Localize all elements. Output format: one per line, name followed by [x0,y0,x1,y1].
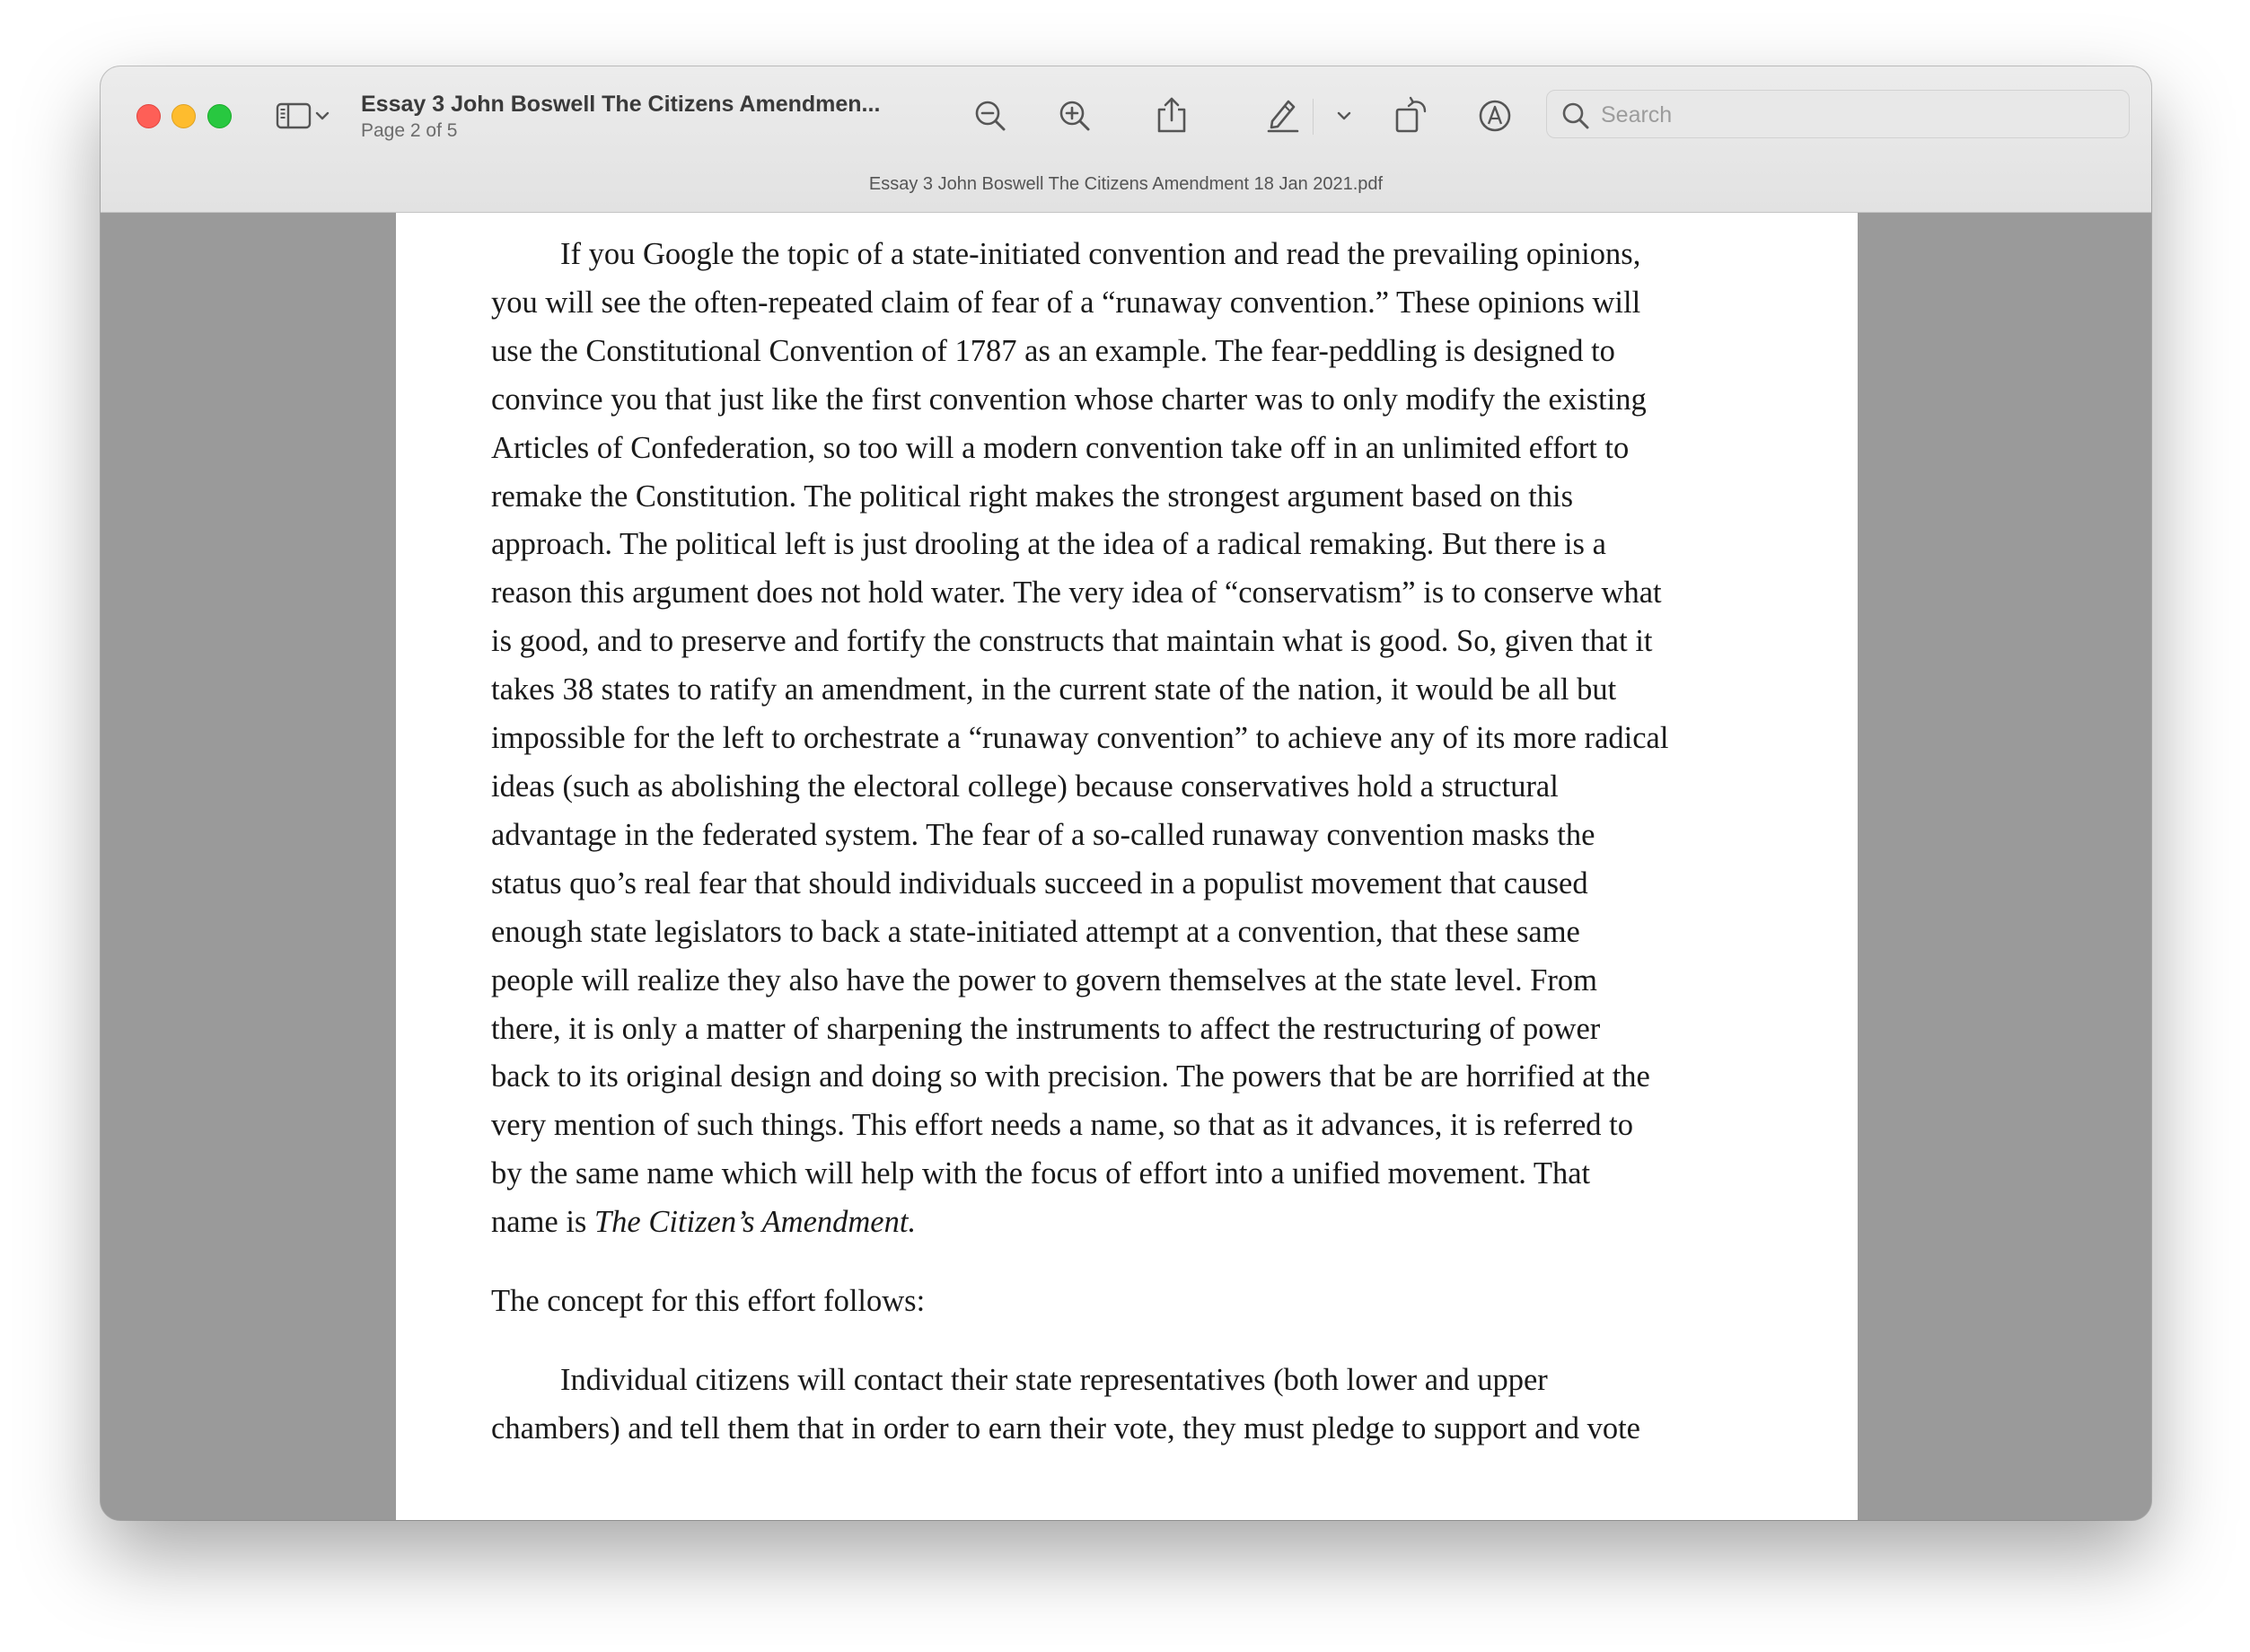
text-line: remake the Constitution. The political right makes the strongest argument based on this [491,479,1574,514]
text-line: Articles of Confederation, so too will a modern convention take off in an unlimited effort to [491,430,1630,465]
highlight-pen-icon [1265,96,1301,134]
text-line: there, it is only a matter of sharpening the instruments to affect the restructuring of power [491,1011,1601,1046]
text-line: by the same name which will help with the focus of effort into a unified movement. That [491,1156,1591,1191]
zoom-out-button[interactable] [968,93,1013,138]
text-line: back to its original design and doing so with precision. The powers that be are horrified at the [491,1059,1650,1094]
minimize-button[interactable] [171,104,196,128]
text-line: advantage in the federated system. The fear of a so-called runaway convention masks the [491,817,1595,852]
zoom-in-button[interactable] [1052,93,1097,138]
text-line: takes 38 states to ratify an amendment, in the current state of the nation, it would be all but [491,672,1617,707]
text-line: very mention of such things. This effort needs a name, so that as it advances, it is referred to [491,1108,1634,1143]
maximize-button[interactable] [207,104,232,128]
paragraph-gap [491,1247,1784,1278]
close-button[interactable] [136,104,161,128]
titlebar [101,66,2151,213]
text-line: status quo’s real fear that should individuals succeed in a populist movement that caused [491,866,1588,901]
text-line: ideas (such as abolishing the electoral college) because conservatives hold a structural [491,769,1559,804]
zoom-in-icon [1058,99,1092,133]
amendment-title: The Citizen’s Amendment. [593,1205,917,1240]
pdf-page [396,213,1858,1520]
text-line: If you Google the topic of a state-initiated convention and read the prevailing opinions, [560,237,1641,271]
text-line: people will realize they also have the power to govern themselves at the state level. From [491,962,1598,997]
paragraph-gap [491,1326,1784,1357]
sidebar-toggle-button[interactable] [271,97,334,135]
text-line: impossible for the left to orchestrate a “runaway convention” to achieve any of its more radical [491,721,1669,756]
text-line: The concept for this effort follows: [491,1284,926,1319]
sidebar-icon [276,102,312,129]
text-line: approach. The political left is just drooling at the idea of a radical remaking. But there is a [491,527,1606,562]
markup-icon [1478,99,1512,133]
search-field[interactable] [1546,90,2130,138]
window-filename: Essay 3 John Boswell The Citizens Amendment 18 Jan 2021.pdf [868,174,1384,194]
chevron-down-icon [315,110,330,121]
text-line: is good, and to preserve and fortify the constructs that maintain what is good. So, given that it [491,624,1653,659]
text-line: chambers) and tell them that in order to earn their vote, they must pledge to support and vote [491,1410,1640,1446]
text-line: enough state legislators to back a state-initiated attempt at a convention, that these same [491,914,1580,949]
text-line: Individual citizens will contact their state representatives (both lower and upper [560,1362,1548,1397]
rotate-button[interactable] [1388,90,1435,140]
chevron-down-icon [1337,110,1351,121]
document-title: Essay 3 John Boswell The Citizens Amendmen... [361,92,881,117]
text-line-prefix: name is [491,1205,594,1240]
search-input[interactable] [1599,98,2105,132]
text-line: reason this argument does not hold water. The very idea of “conservatism” is to conserve what [491,576,1662,611]
page-text [491,231,1784,1454]
zoom-out-icon [973,99,1007,133]
text-line-last [491,1199,1784,1247]
toolbar-separator [1313,99,1314,135]
page-indicator: Page 2 of 5 [361,120,458,141]
preview-window [101,66,2151,1520]
highlight-menu-button[interactable] [1331,102,1358,129]
share-button[interactable] [1149,90,1194,140]
share-icon [1156,95,1188,135]
text-line: you will see the often-repeated claim of fear of a “runaway convention.” These opinions will [491,285,1641,320]
document-viewport[interactable] [101,213,2151,1520]
text-line: convince you that just like the first convention whose charter was to only modify the existing [491,382,1647,417]
rotate-icon [1393,95,1430,135]
markup-button[interactable] [1472,93,1517,138]
search-icon [1561,101,1590,130]
highlight-button[interactable] [1261,92,1305,138]
text-line: use the Constitutional Convention of 1787 as an example. The fear-peddling is designed to [491,333,1615,368]
